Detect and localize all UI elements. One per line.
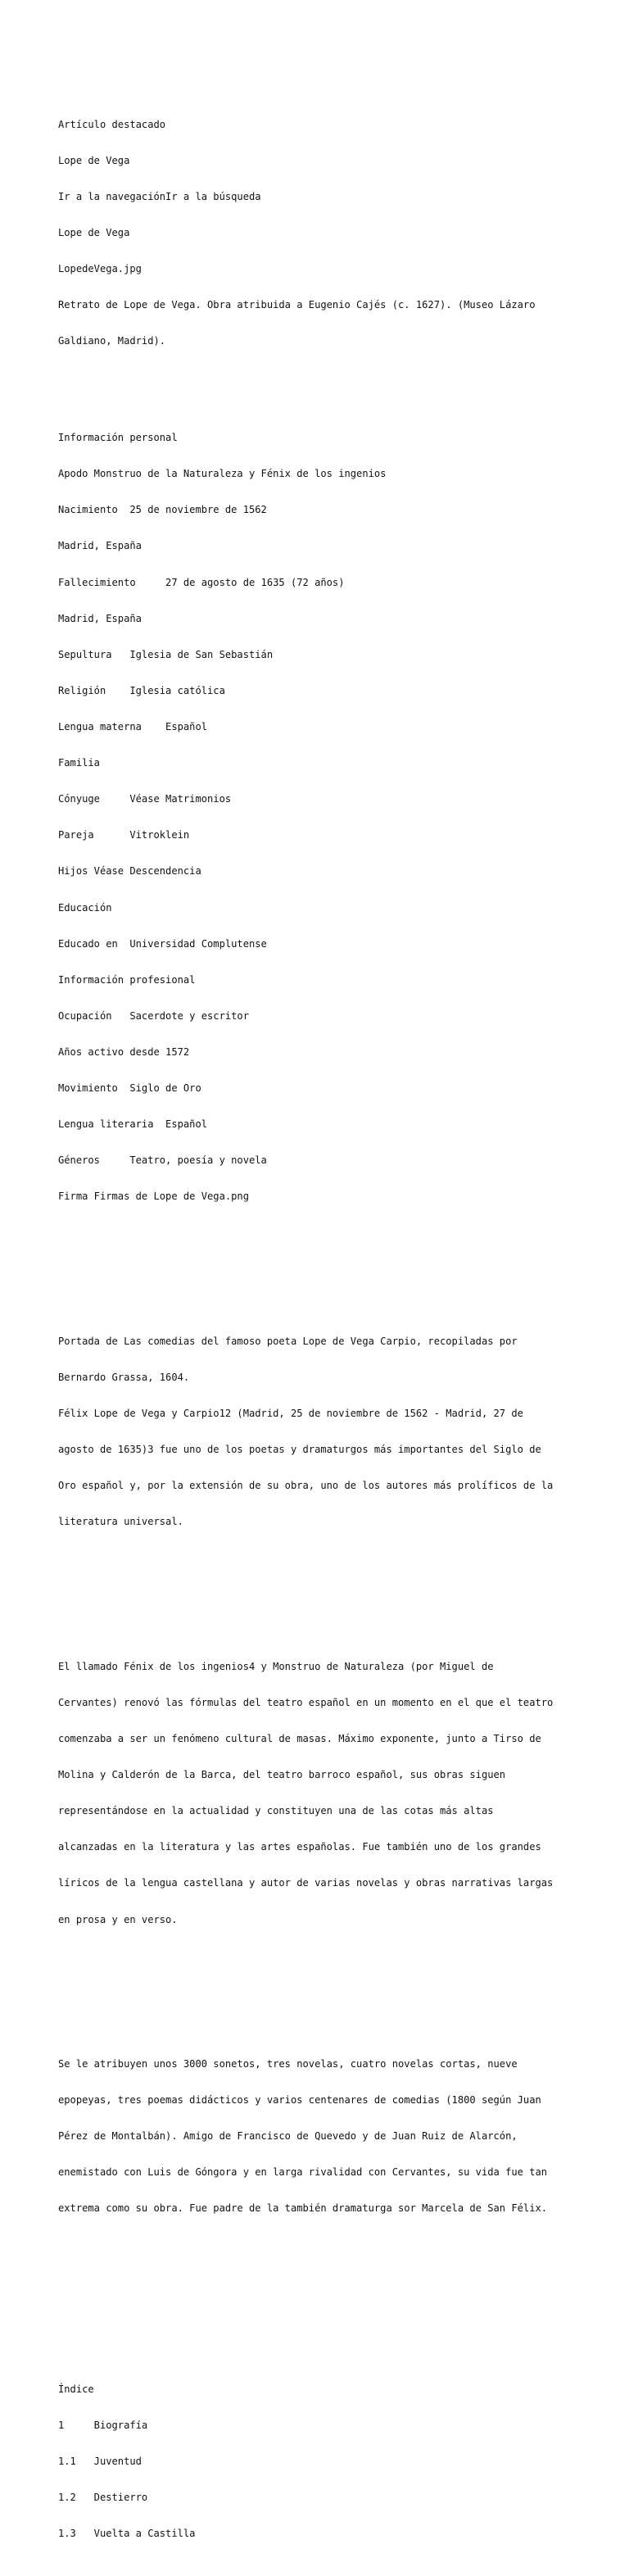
infobox-row: Cónyuge Véase Matrimonios xyxy=(58,793,232,805)
toc-item-destierro[interactable]: 1.2 Destierro xyxy=(58,2492,148,2504)
toc-item-juventud[interactable]: 1.1 Juventud xyxy=(58,2456,142,2468)
second-paragraph xyxy=(58,1636,574,1949)
spacer xyxy=(58,1263,574,1276)
infobox-row: Información personal xyxy=(58,432,178,444)
paragraph-line: en prosa y en verso. xyxy=(58,1913,178,1925)
infobox-row: Madrid, España xyxy=(58,540,142,552)
paragraph-line: Pérez de Montalbán). Amigo de Francisco de Quevedo y de Juan Ruiz de Alarcón, xyxy=(58,2130,518,2143)
infobox-row: Firma Firmas de Lope de Vega.png xyxy=(58,1190,249,1203)
infobox-row: Años activo desde 1572 xyxy=(58,1045,190,1058)
paragraph-line: Portada de Las comedias del famoso poeta Lope de Vega Carpio, recopiladas por xyxy=(58,1335,518,1347)
paragraph-line: agosto de 1635)3 fue uno de los poetas y dramaturgos más importantes del Siglo de xyxy=(58,1444,541,1456)
featured-article-label: Artículo destacado xyxy=(58,118,166,130)
image-caption: Retrato de Lope de Vega. Obra atribuida a Eugenio Cajés (c. 1627). (Museo Lázaro xyxy=(58,299,536,311)
infobox-row: Nacimiento 25 de noviembre de 1562 xyxy=(58,504,267,516)
paragraph-line: Molina y Calderón de la Barca, del teatro barroco español, sus obras siguen xyxy=(58,1769,506,1781)
paragraph-line: literatura universal. xyxy=(58,1516,183,1528)
intro-paragraph xyxy=(58,1311,574,1552)
paragraph-line: El llamado Fénix de los ingenios4 y Monstruo de Naturaleza (por Miguel de xyxy=(58,1660,494,1672)
infobox-row: Fallecimiento 27 de agosto de 1635 (72 años) xyxy=(58,576,345,588)
infobox-title: Lope de Vega xyxy=(58,227,130,239)
infobox-row: Géneros Teatro, poesía y novela xyxy=(58,1154,267,1167)
infobox-row: Hijos Véase Descendencia xyxy=(58,865,201,878)
article-title: Lope de Vega xyxy=(58,154,130,166)
paragraph-line: enemistado con Luis de Góngora y en larga rivalidad con Cervantes, su vida fue tan xyxy=(58,2166,548,2179)
infobox-row: Madrid, España xyxy=(58,612,142,624)
image-caption-continued: Galdiano, Madrid). xyxy=(58,335,166,347)
toc-item-biografia[interactable]: 1 Biografía xyxy=(58,2420,148,2432)
paragraph-line: alcanzadas en la literatura y las artes españolas. Fue también uno de los grandes xyxy=(58,1841,541,1853)
infobox-row: Movimiento Siglo de Oro xyxy=(58,1082,201,1095)
document-body xyxy=(58,70,574,2576)
spacer xyxy=(58,2275,574,2288)
paragraph-line: Se le atribuyen unos 3000 sonetos, tres novelas, cuatro novelas cortas, nueve xyxy=(58,2057,518,2070)
paragraph-line: Félix Lope de Vega y Carpio12 (Madrid, 25 de noviembre de 1562 - Madrid, 27 de xyxy=(58,1408,523,1420)
spacer xyxy=(58,2311,574,2324)
paragraph-line: comenzaba a ser un fenómeno cultural de masas. Máximo exponente, junto a Tirso de xyxy=(58,1733,541,1744)
paragraph-line: Bernardo Grassa, 1604. xyxy=(58,1371,190,1383)
infobox xyxy=(58,408,574,1227)
paragraph-line: epopeyas, tres poemas didácticos y varios centenares de comedias (1800 según Juan xyxy=(58,2094,541,2107)
spacer xyxy=(58,1986,574,1998)
toc-item-vuelta-a-castilla[interactable]: 1.3 Vuelta a Castilla xyxy=(58,2528,196,2540)
infobox-row: Familia xyxy=(58,757,100,769)
header-block xyxy=(58,94,574,371)
infobox-row: Información profesional xyxy=(58,973,196,986)
infobox-row: Sepultura Iglesia de San Sebastián xyxy=(58,648,274,660)
infobox-row: Religión Iglesia católica xyxy=(58,684,225,696)
paragraph-line: representándose en la actualidad y constituyen una de las cotas más altas xyxy=(58,1805,494,1817)
infobox-row: Educado en Universidad Complutense xyxy=(58,937,267,950)
table-of-contents xyxy=(58,2360,574,2565)
infobox-row: Pareja Vitroklein xyxy=(58,829,190,841)
infobox-row: Ocupación Sacerdote y escritor xyxy=(58,1009,249,1022)
paragraph-line: Oro español y, por la extensión de su obra, uno de los autores más prolíficos de la xyxy=(58,1480,554,1492)
spacer xyxy=(58,1589,574,1601)
navigation-links: Ir a la navegaciónIr a la búsqueda xyxy=(58,191,261,203)
paragraph-line: Cervantes) renovó las fórmulas del teatro español en un momento en el que el teatro xyxy=(58,1696,554,1708)
third-paragraph xyxy=(58,2034,574,2239)
paragraph-line: líricos de la lengua castellana y autor de varias novelas y obras narrativas largas xyxy=(58,1877,554,1889)
infobox-row: Apodo Monstruo de la Naturaleza y Fénix de los ingenios xyxy=(58,468,387,480)
infobox-row: Lengua materna Español xyxy=(58,720,208,732)
infobox-row: Educación xyxy=(58,901,112,914)
image-filename: LopedeVega.jpg xyxy=(58,263,142,275)
toc-heading: Índice xyxy=(58,2383,94,2395)
infobox-row: Lengua literaria Español xyxy=(58,1118,208,1131)
paragraph-line: extrema como su obra. Fue padre de la también dramaturga sor Marcela de San Félix. xyxy=(58,2202,548,2215)
